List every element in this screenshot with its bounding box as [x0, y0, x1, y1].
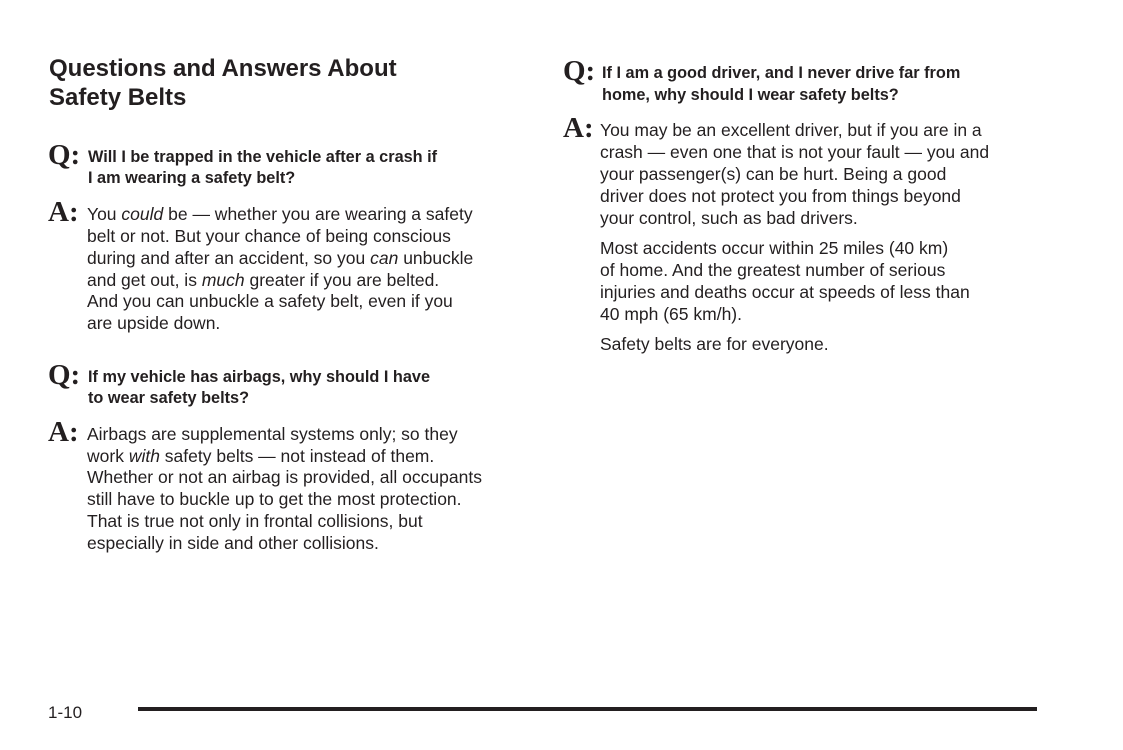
answer-marker: A: — [48, 416, 79, 448]
paragraph-line: injuries and deaths occur at speeds of less than — [600, 282, 970, 302]
question-line: Will I be trapped in the vehicle after a crash if — [88, 148, 438, 166]
paragraph-line: Most accidents occur within 25 miles (40 km) — [600, 238, 949, 258]
answer-line: especially in side and other collisions. — [87, 533, 379, 553]
text: unbuckle — [398, 248, 474, 268]
answer-line: crash — even one that is not your fault — you and — [600, 142, 990, 162]
paragraph-line: of home. And the greatest number of serious — [600, 260, 946, 280]
answer-line — [87, 269, 439, 291]
answer-line: Whether or not an airbag is provided, all occupants — [87, 467, 482, 487]
question-marker: Q: — [48, 359, 81, 391]
emphasis: could — [121, 204, 164, 224]
text: be — whether you are wearing a safety — [163, 204, 473, 224]
answer-line — [87, 247, 473, 269]
footer-rule — [138, 707, 1037, 711]
answer-line: driver does not protect you from things beyond — [600, 186, 961, 206]
text: safety belts — not instead of them. — [159, 446, 435, 466]
text: greater if you are belted. — [244, 270, 440, 290]
answer-line: You may be an excellent driver, but if you are in a — [600, 120, 982, 140]
question-line: to wear safety belts? — [88, 389, 250, 407]
emphasis: much — [201, 270, 245, 290]
text: during and after an accident, so you — [87, 248, 371, 268]
answer-marker: A: — [563, 112, 594, 144]
text: work — [87, 446, 129, 466]
page-title-line: Questions and Answers About — [49, 55, 397, 82]
answer-line: your control, such as bad drivers. — [600, 208, 858, 228]
paragraph-line: 40 mph (65 km/h). — [600, 304, 742, 324]
answer-line: still have to buckle up to get the most protection. — [87, 489, 462, 509]
paragraph-line: Safety belts are for everyone. — [600, 334, 829, 354]
question-line: If my vehicle has airbags, why should I have — [88, 368, 431, 386]
question-line: home, why should I wear safety belts? — [602, 86, 899, 104]
answer-line: Airbags are supplemental systems only; so they — [87, 424, 458, 444]
answer-marker: A: — [48, 196, 79, 228]
question-marker: Q: — [563, 55, 596, 87]
answer-line — [87, 203, 473, 225]
text: and get out, is — [87, 270, 202, 290]
emphasis: can — [370, 248, 399, 268]
answer-line: That is true not only in frontal collisions, but — [87, 511, 423, 531]
answer-line: belt or not. But your chance of being conscious — [87, 226, 451, 246]
page-title-line: Safety Belts — [49, 84, 187, 111]
text: You — [87, 204, 122, 224]
question-line: If I am a good driver, and I never drive far from — [602, 64, 961, 82]
answer-line — [87, 445, 434, 467]
answer-line: your passenger(s) can be hurt. Being a good — [600, 164, 947, 184]
question-line: I am wearing a safety belt? — [88, 169, 296, 187]
question-marker: Q: — [48, 139, 81, 171]
page-number: 1-10 — [48, 703, 83, 722]
emphasis: with — [128, 446, 160, 466]
answer-line: are upside down. — [87, 313, 221, 333]
answer-line: And you can unbuckle a safety belt, even if you — [87, 291, 453, 311]
